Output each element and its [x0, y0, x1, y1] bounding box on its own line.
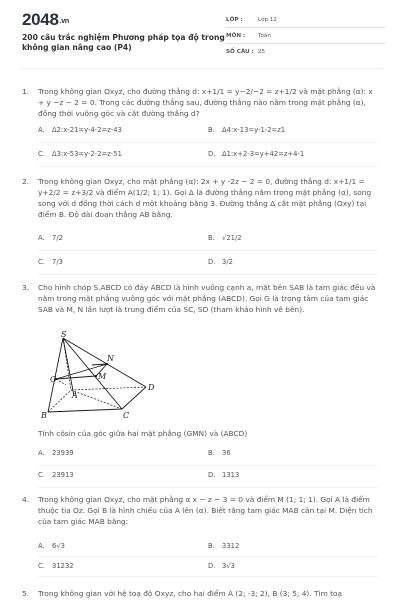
- question-text: Trong không gian với hệ toạ độ Oxyz, cho hai điểm A (2; -3; 2), B (3; 5; 4). Tìm toạ: [38, 589, 343, 598]
- option-key: A.: [38, 449, 45, 457]
- option-key: B.: [208, 234, 215, 242]
- option-text: √21/2: [222, 234, 242, 242]
- logo-tld: .vn: [59, 18, 69, 25]
- question-1: [22, 86, 378, 119]
- label-D: D: [148, 383, 155, 392]
- question-number: 3.: [22, 283, 30, 292]
- question-2: [22, 176, 378, 220]
- meta-key: SỐ CÂU :: [226, 49, 254, 55]
- option-text: 3312: [222, 542, 240, 550]
- option-c[interactable]: [38, 469, 198, 481]
- option-key: D.: [208, 562, 216, 570]
- question-3: [22, 282, 378, 315]
- label-N: N: [107, 354, 114, 363]
- option-text: 6√3: [52, 542, 65, 550]
- meta-value: Toán: [258, 32, 271, 39]
- meta-value: Lớp 12: [258, 16, 277, 23]
- option-key: D.: [208, 471, 216, 479]
- option-text: Δ1:x+2-3=y+42=z+4-1: [222, 150, 305, 158]
- option-b[interactable]: [208, 447, 368, 459]
- question-3-prompt: [22, 428, 378, 439]
- option-b[interactable]: [208, 540, 368, 552]
- option-a[interactable]: [38, 124, 198, 136]
- option-divider: [38, 556, 378, 557]
- question-text: Trong không gian Oxyz, cho mặt phẳng α x − z − 3 = 0 và điểm M (1; 1; 1). Gọi A là điểm thuộc tia Oz. Gọi B là hình chiếu của A lên (α). Biết rằng tam giác MAB cân tại M. Diện tích của tam giác MAB bằng:: [38, 495, 373, 526]
- option-text: Δ2:x-21=y-4-2=z-43: [52, 126, 122, 134]
- option-text: 7/2: [52, 234, 63, 242]
- site-logo[interactable]: [22, 10, 69, 30]
- option-text: 1313: [222, 471, 240, 479]
- option-key: C.: [38, 562, 45, 570]
- option-divider: [38, 166, 378, 167]
- option-key: A.: [38, 542, 45, 550]
- option-b[interactable]: [208, 232, 368, 244]
- question-number: 5.: [22, 589, 30, 598]
- meta-key: MÔN :: [226, 32, 246, 39]
- option-text: 23913: [52, 471, 74, 479]
- header-divider: [20, 68, 382, 69]
- option-key: C.: [38, 150, 45, 158]
- label-B: B: [41, 411, 47, 420]
- option-text: 31232: [52, 562, 74, 570]
- option-c[interactable]: [38, 148, 198, 160]
- option-key: D.: [208, 150, 216, 158]
- option-divider: [38, 465, 378, 466]
- logo-text: 2048: [22, 10, 59, 29]
- pyramid-figure: [36, 330, 166, 425]
- question-number: 2.: [22, 177, 30, 186]
- option-text: 36: [222, 449, 231, 457]
- meta-value: 25: [258, 49, 266, 55]
- option-key: B.: [208, 126, 215, 134]
- option-d[interactable]: [208, 469, 368, 481]
- question-text: Cho hình chóp S.ABCD có đáy ABCD là hình vuông cạnh a, mặt bên SAB là tam giác đều và nằm trong mặt phẳng vuông góc với mặt phẳng (ABCD). Gọi G là trọng tâm của tam giác SAB và M, N lần lượt là trung điểm của SC, SD (tham khảo hình vẽ bên).: [38, 283, 376, 314]
- option-key: D.: [208, 258, 216, 266]
- option-c[interactable]: [38, 560, 198, 572]
- option-divider: [38, 250, 378, 251]
- option-d[interactable]: [208, 148, 368, 160]
- label-S: S: [61, 330, 67, 339]
- option-key: B.: [208, 542, 215, 550]
- option-a[interactable]: [38, 540, 198, 552]
- meta-row-count: [226, 44, 386, 60]
- question-5: [22, 588, 378, 599]
- option-b[interactable]: [208, 124, 368, 136]
- option-key: C.: [38, 471, 45, 479]
- option-divider: [38, 142, 378, 143]
- question-text: Tính côsin của góc giữa hai mặt phẳng (GMN) và (ABCD): [38, 429, 248, 438]
- question-number: 4.: [22, 495, 30, 504]
- label-G: G: [50, 375, 57, 384]
- label-C: C: [123, 411, 130, 420]
- option-text: Δ3:x-53=y-2-2=z-51: [52, 150, 122, 158]
- meta-row-subject: [226, 28, 386, 44]
- option-key: A.: [38, 126, 45, 134]
- meta-row-class: [226, 12, 386, 28]
- option-d[interactable]: [208, 256, 368, 268]
- option-a[interactable]: [38, 232, 198, 244]
- option-a[interactable]: [38, 447, 198, 459]
- option-divider: [38, 274, 378, 275]
- question-4: [22, 494, 378, 527]
- page-header: [0, 0, 400, 62]
- label-M: M: [98, 372, 107, 381]
- label-A: A: [72, 391, 78, 400]
- meta-table: [226, 12, 386, 60]
- meta-key: LỚP :: [226, 16, 243, 23]
- option-key: B.: [208, 449, 215, 457]
- option-text: 7/3: [52, 258, 63, 266]
- question-number: 1.: [22, 87, 30, 96]
- option-key: A.: [38, 234, 45, 242]
- question-text: Trong không gian Oxyz, cho mặt phẳng (α): 2x + y -2z − 2 = 0, đường thẳng d: x+1/1 = y+2/2 = z+3/2 và điểm A(1/2; 1; 1). Gọi Δ là đường thẳng nằm trong mặt phẳng (α), song song với d đồng thời cách d một khoảng bằng 3. Đường thẳng Δ cắt mặt phẳng (Oxy) tại điểm B. Độ dài đoạn thẳng AB bằng.: [38, 177, 372, 219]
- option-d[interactable]: [208, 560, 368, 572]
- option-c[interactable]: [38, 256, 198, 268]
- option-text: 23939: [52, 449, 74, 457]
- option-key: C.: [38, 258, 45, 266]
- pyramid-diagram: [36, 330, 166, 425]
- question-text: Trong không gian Oxyz, cho đường thẳng d: x+1/1 = y−2/−2 = z+1/2 và mặt phẳng (α): x + y −z − 2 = 0. Trong các đường thẳng sau, đường thẳng nào nằm trong mặt phẳng (α), đồng thời vuông góc và cắt đường thẳng d?: [38, 87, 373, 118]
- option-text: 3/2: [222, 258, 233, 266]
- document-title: 200 câu trắc nghiệm Phương pháp tọa độ trong không gian nâng cao (P4): [22, 33, 225, 52]
- option-text: Δ4:x-13=y-1-2=z1: [222, 126, 286, 134]
- option-text: 3√3: [222, 562, 235, 570]
- option-divider: [38, 576, 378, 577]
- option-divider: [38, 487, 378, 488]
